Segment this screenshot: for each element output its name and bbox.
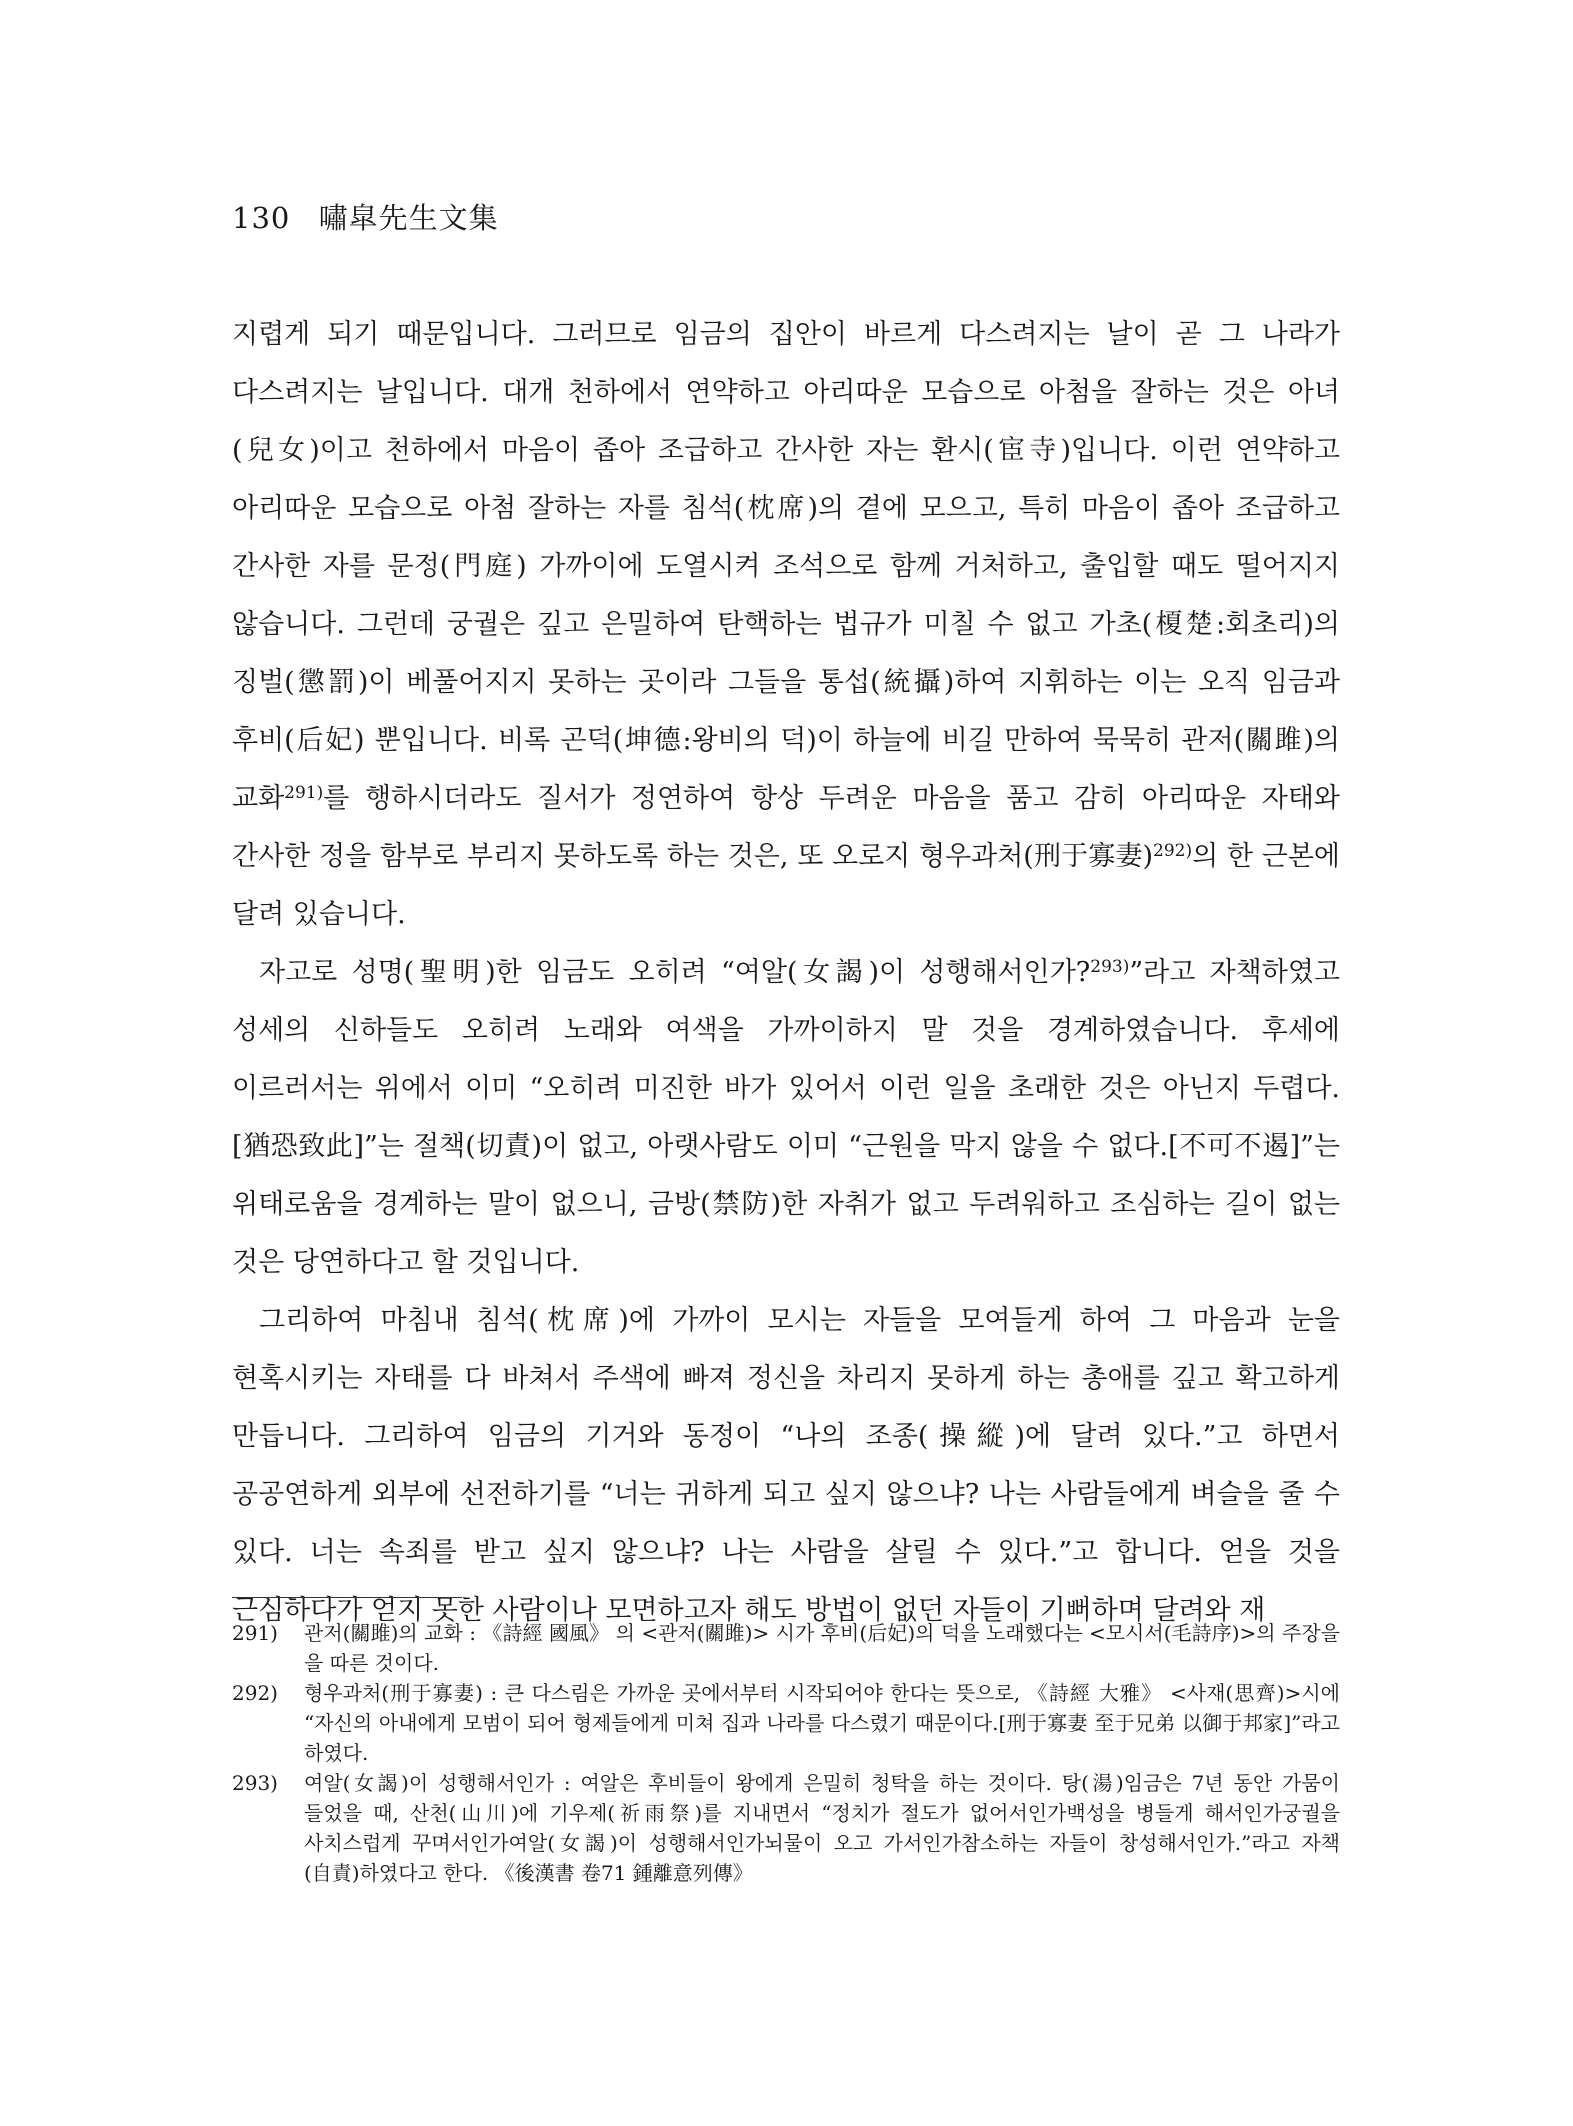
footnote-number: 293) xyxy=(232,1771,278,1795)
footnote-ref: 292) xyxy=(1153,841,1193,861)
paragraph-text: 지렵게 되기 때문입니다. 그러므로 임금의 집안이 바르게 다스려지는 날이 곧 그 나라가 다스려지는 날입니다. 대개 천하에서 연약하고 아리따운 모습으로 아첨을 잘하는 것은 아녀(兒女)이고 천하에서 마음이 좁아 조급하고 간사한 자는 환시(宦寺)입니다. 이런 연약하고 아리따운 모습으로 아첨 잘하는 자를 침석(枕席)의 곁에 모으고, 특히 마음이 좁아 조급하고 간사한 자를 문정(門庭) 가까이에 도열시켜 조석으로 함께 거처하고, 출입할 때도 떨어지지 않습니다. 그런데 궁궐은 깊고 은밀하여 탄핵하는 법규가 미칠 수 없고 가초(榎楚:회초리)의 징벌(懲罰)이 베풀어지지 못하는 곳이라 그들을 통섭(統攝)하여 지휘하는 이는 오직 임금과 후비(后妃) 뿐입니다. 비록 곤덕(坤德:왕비의 덕)이 하늘에 비길 만하여 묵묵히 관저(關雎)의 교화 xyxy=(232,319,1340,814)
book-title: 嘯皐先生文集 xyxy=(318,201,499,235)
paragraph-text: ”라고 자책하였고 성세의 신하들도 오히려 노래와 여색을 가까이하지 말 것을 경계하였습니다. 후세에 이르러서는 위에서 이미 “오히려 미진한 바가 있어서 이런 일을 초래한 것은 아닌지 두렵다.[猶恐致此]”는 절책(切責)이 없고, 아랫사람도 이미 “근원을 막지 않을 수 없다.[不可不遏]”는 위태로움을 경계하는 말이 없으니, 금방(禁防)한 자취가 없고 두려워하고 조심하는 길이 없는 것은 당연하다고 할 것입니다. xyxy=(232,957,1340,1278)
paragraph-text: 그리하여 마침내 침석(枕席)에 가까이 모시는 자들을 모여들게 하여 그 마음과 눈을 현혹시키는 자태를 다 바쳐서 주색에 빠져 정신을 차리지 못하게 하는 총애를 깊고 확고하게 만듭니다. 그리하여 임금의 기거와 동정이 “나의 조종(操縱)에 달려 있다.”고 하면서 공공연하게 외부에 선전하기를 “너는 귀하게 되고 싶지 않으냐? 나는 사람들에게 벼슬을 줄 수 있다. 너는 속죄를 받고 싶지 않으냐? 나는 사람을 살릴 수 있다.”고 합니다. 얻을 것을 근심하다가 얻지 못한 사람이나 모면하고자 해도 방법이 없던 자들이 기뻐하며 달려와 재 xyxy=(232,1305,1340,1626)
footnote-291 xyxy=(232,1618,1340,1678)
footnote-text: 여알(女謁)이 성행해서인가 : 여알은 후비들이 왕에게 은밀히 청탁을 하는 것이다. 탕(湯)임금은 7년 동안 가뭄이 들었을 때, 산천(山川)에 기우제(祈雨祭)를 지내면서 “정치가 절도가 없어서인가백성을 병들게 해서인가궁궐을 사치스럽게 꾸며서인가여알(女謁)이 성행해서인가뇌물이 오고 가서인가참소하는 자들이 창성해서인가.”라고 자책(自責)하였다고 한다. 《後漢書 卷71 鍾離意列傳》 xyxy=(304,1771,1340,1885)
footnote-293 xyxy=(232,1768,1340,1888)
footnote-number: 292) xyxy=(232,1681,278,1705)
paragraph-3 xyxy=(232,1292,1340,1640)
footnote-ref: 293) xyxy=(1090,957,1130,977)
paragraph-text: 자고로 성명(聖明)한 임금도 오히려 “여알(女謁)이 성행해서인가? xyxy=(259,957,1091,988)
page-number: 130 xyxy=(232,201,291,235)
paragraph-text: 를 행하시더라도 질서가 정연하여 항상 두려운 마음을 품고 감히 아리따운 자태와 간사한 정을 함부로 부리지 못하도록 하는 것은, 또 오로지 형우과처(刑于寡妻) xyxy=(232,783,1340,872)
footnote-text: 형우과처(刑于寡妻) : 큰 다스림은 가까운 곳에서부터 시작되어야 한다는 뜻으로, 《詩經 大雅》 <사재(思齊)>시에 “자신의 아내에게 모범이 되어 형제들에게 미쳐 집과 나라를 다스렸기 때문이다.[刑于寡妻 至于兄弟 以御于邦家]”라고 하였다. xyxy=(304,1681,1340,1765)
footnotes xyxy=(232,1618,1340,1888)
paragraph-text: 의 한 근본에 달려 있습니다. xyxy=(232,841,1340,930)
paragraph-2 xyxy=(232,944,1340,1292)
footnote-text: 관저(關雎)의 교화 : 《詩經 國風》 의 <관저(關雎)> 시가 후비(后妃)의 덕을 노래했다는 <모시서(毛詩序)>의 주장을 을 따른 것이다. xyxy=(304,1621,1340,1675)
body-text xyxy=(232,306,1340,1640)
footnote-ref: 291) xyxy=(284,783,324,803)
footnote-divider xyxy=(232,1597,462,1598)
page-header xyxy=(232,196,499,237)
footnote-number: 291) xyxy=(232,1621,278,1645)
footnote-292 xyxy=(232,1678,1340,1768)
paragraph-1 xyxy=(232,306,1340,944)
